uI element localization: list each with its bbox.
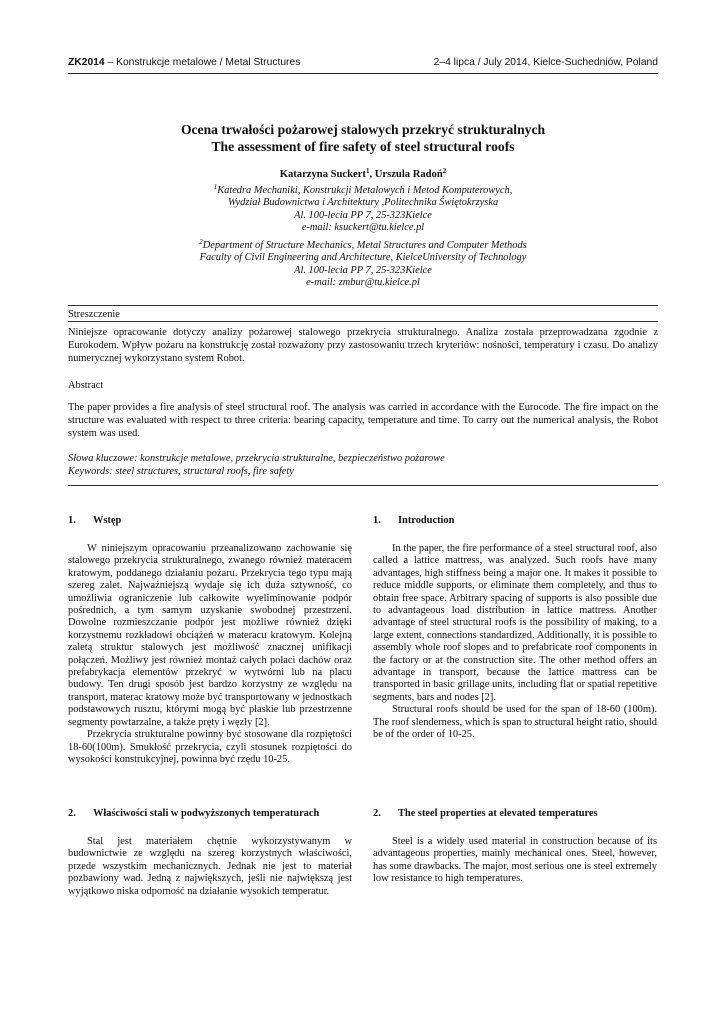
author-1: Katarzyna Suckert	[279, 169, 366, 180]
affiliation-2-line: Faculty of Civil Engineering and Architecture, KielceUniversity of Technology	[199, 252, 527, 264]
affiliation-2-address: Al. 100-lecia PP 7, 25-323Kielce	[294, 264, 432, 276]
conference-subtitle: – Konstrukcje metalowe / Metal Structures	[104, 57, 301, 68]
author-2: Urszula Radoń	[374, 169, 443, 180]
section-heading-wstep	[68, 515, 121, 527]
paragraph: Przekrycia strukturalne powinny być stosowane dla rozpiętości 18-60(100m). Smukłość przekrycia, czyli stosunek rozpiętości do wysokości konstrukcyjnej, powinna być rzędu 10-25.	[68, 729, 352, 765]
affiliation-1	[68, 185, 658, 235]
author-1-sup: 1	[365, 167, 370, 175]
keywords-bottom-rule	[68, 485, 658, 486]
affiliation-1-line: Katedra Mechaniki, Konstrukcji Metalowych i Metod Komputerowych,	[217, 185, 513, 196]
right-column	[373, 515, 657, 915]
paragraph: Stal jest materiałem chętnie wykorzystywanym w budownictwie ze względu na szereg korzystnych właściwości, przede wszystkim mechanicznych. Jednak nie jest to materiał pozbawiony wad. Jedną z największych, jeśli nie największą jest wyjątkowo niska odporność na działanie wysokich temperatur.	[68, 836, 352, 897]
title-polish: Ocena trwałości pożarowej stalowych przekryć strukturalnych	[180, 122, 546, 137]
conference-name	[68, 57, 300, 68]
keywords-polish: Słowa kluczowe: konstrukcje metalowe, przekrycia strukturalne, bezpieczeństwo pożarowe	[68, 453, 445, 464]
keywords-english: Keywords: steel structures, structural roofs, fire safety	[68, 466, 294, 477]
page-header	[68, 57, 658, 73]
author-separator: ,	[369, 169, 375, 180]
abstract-label: Abstract	[68, 380, 104, 391]
section-number: 1.	[373, 515, 381, 526]
title-english: The assessment of fire safety of steel structural roofs	[211, 139, 515, 154]
streszczenie-text: Niniejsze opracowanie dotyczy analizy pożarowej stalowego przekrycia strukturalnego. Analiza została przeprowadzana zgodnie z Eurokodem. Wpływ pożaru na konstrukcję został rozważony przy zastosowaniu trzech kryteriów: nośności, temperatury i czasu. Do analizy numerycznej wykorzystano system Robot.	[68, 327, 658, 364]
left-column	[68, 515, 352, 915]
paragraph: Structural roofs should be used for the span of 18-60 (100m). The roof slenderness, which is span to structural height ratio, should be of the order of 10-25.	[373, 704, 657, 741]
affiliation-2-sup: 2	[199, 238, 203, 246]
streszczenie-label: Streszczenie	[68, 309, 120, 320]
section-number: 2.	[68, 808, 76, 819]
section-heading-introduction	[373, 515, 454, 527]
section-title: Introduction	[398, 515, 455, 526]
affiliation-2	[68, 240, 658, 290]
affiliation-1-sup: 1	[213, 183, 218, 191]
paper-title	[68, 121, 658, 155]
section-title: Właściwości stali w podwyższonych temperaturach	[93, 808, 320, 819]
abstract-top-rule	[68, 305, 658, 306]
paragraph: In the paper, the fire performance of a steel structural roof, also called a lattice mattress, was analyzed. Such roofs have many advantages, high stiffness being a major one. It makes it possible to reduce middle supports, or eliminate them completely, and thus to obtain free space. Arbitrary spacing of supports is also possible due to advantageous load distribution in lattice mattress. Another advantage of steel structural roofs is the possibility of making, to a large extent, connections standardized. Additionally, it is possible to assembly whole roof slopes and to prefabricate roof components in the factory or at the construction site. The other method offers an advantage in transport, because the lattice mattress can be transported in basic grillage units, including flat or spatial repetitive segments, bars and nodes [2].	[373, 543, 657, 703]
author-2-sup: 2	[442, 167, 447, 175]
affiliation-1-address: Al. 100-lecia PP 7, 25-323Kielce	[294, 209, 432, 221]
affiliation-1-line: Wydział Budownictwa i Architektury ,Politechnika Świętokrzyska	[227, 197, 499, 209]
affiliation-1-email: e-mail: ksuckert@tu.kielce.pl	[301, 222, 425, 234]
section-number: 2.	[373, 808, 381, 819]
conference-code: ZK2014	[68, 57, 105, 68]
section-heading-steel-properties-pl	[68, 808, 319, 820]
section-number: 1.	[68, 515, 76, 526]
streszczenie-rule	[68, 321, 658, 322]
section-heading-steel-properties-en	[373, 808, 598, 820]
affiliation-2-email: e-mail: zmbur@tu.kielce.pl	[306, 277, 420, 289]
header-rule	[68, 73, 658, 74]
authors-line	[68, 169, 658, 181]
abstract-text: The paper provides a fire analysis of steel structural roof. The analysis was carried in accordance with the Eurocode. The fire impact on the structure was evaluated with respect to three criteria: bearing capacity, temperature and time. To carry out the numerical analysis, the Robot system was used.	[68, 402, 658, 439]
section-title: Wstęp	[93, 515, 122, 526]
affiliation-2-line: Department of Structure Mechanics, Metal Structures and Computer Methods	[202, 240, 527, 251]
paragraph: Steel is a widely used material in construction because of its advantageous properties, mainly mechanical ones. Steel, however, has some drawbacks. The major, most serious one is steel extremely low resistance to high temperatures.	[373, 836, 657, 885]
paragraph: W niniejszym opracowaniu przeanalizowano zachowanie się stalowego przekrycia strukturalnego, zwanego również materacem kratowym, poddanego działaniu pożaru. Przekrycia tego typu mają szereg zalet. Najważniejszą wydaje się ich duża sztywność, co umożliwia ograniczenie lub całkowite wyeliminowanie podpór pośrednich, a tym samym uzyskanie swobodnej przestrzeni. Dowolne rozmieszczanie podpór jest możliwe również dzięki korzystnemu rozkładowi obciążeń w materacu kratowym. Kolejną zaletą struktur stalowych jest możliwość znacznej unifikacji połączeń. Możliwy jest również montaż całych połaci dachów oraz prefabrykacja elementów przekryć w wytwórni lub na placu budowy. Ten drugi sposób jest bardzo korzystny ze względu na transport, materac kratowy może być transportowany w jednostkach podstawowych rusztu, którymi mogą być płaskie lub przestrzenne segmenty powtarzalne, a także pręty i węzły [2].	[68, 543, 352, 728]
conference-date-place: 2–4 lipca / July 2014, Kielce-Suchedniów, Poland	[433, 57, 658, 68]
section-title: The steel properties at elevated temperatures	[398, 808, 598, 819]
